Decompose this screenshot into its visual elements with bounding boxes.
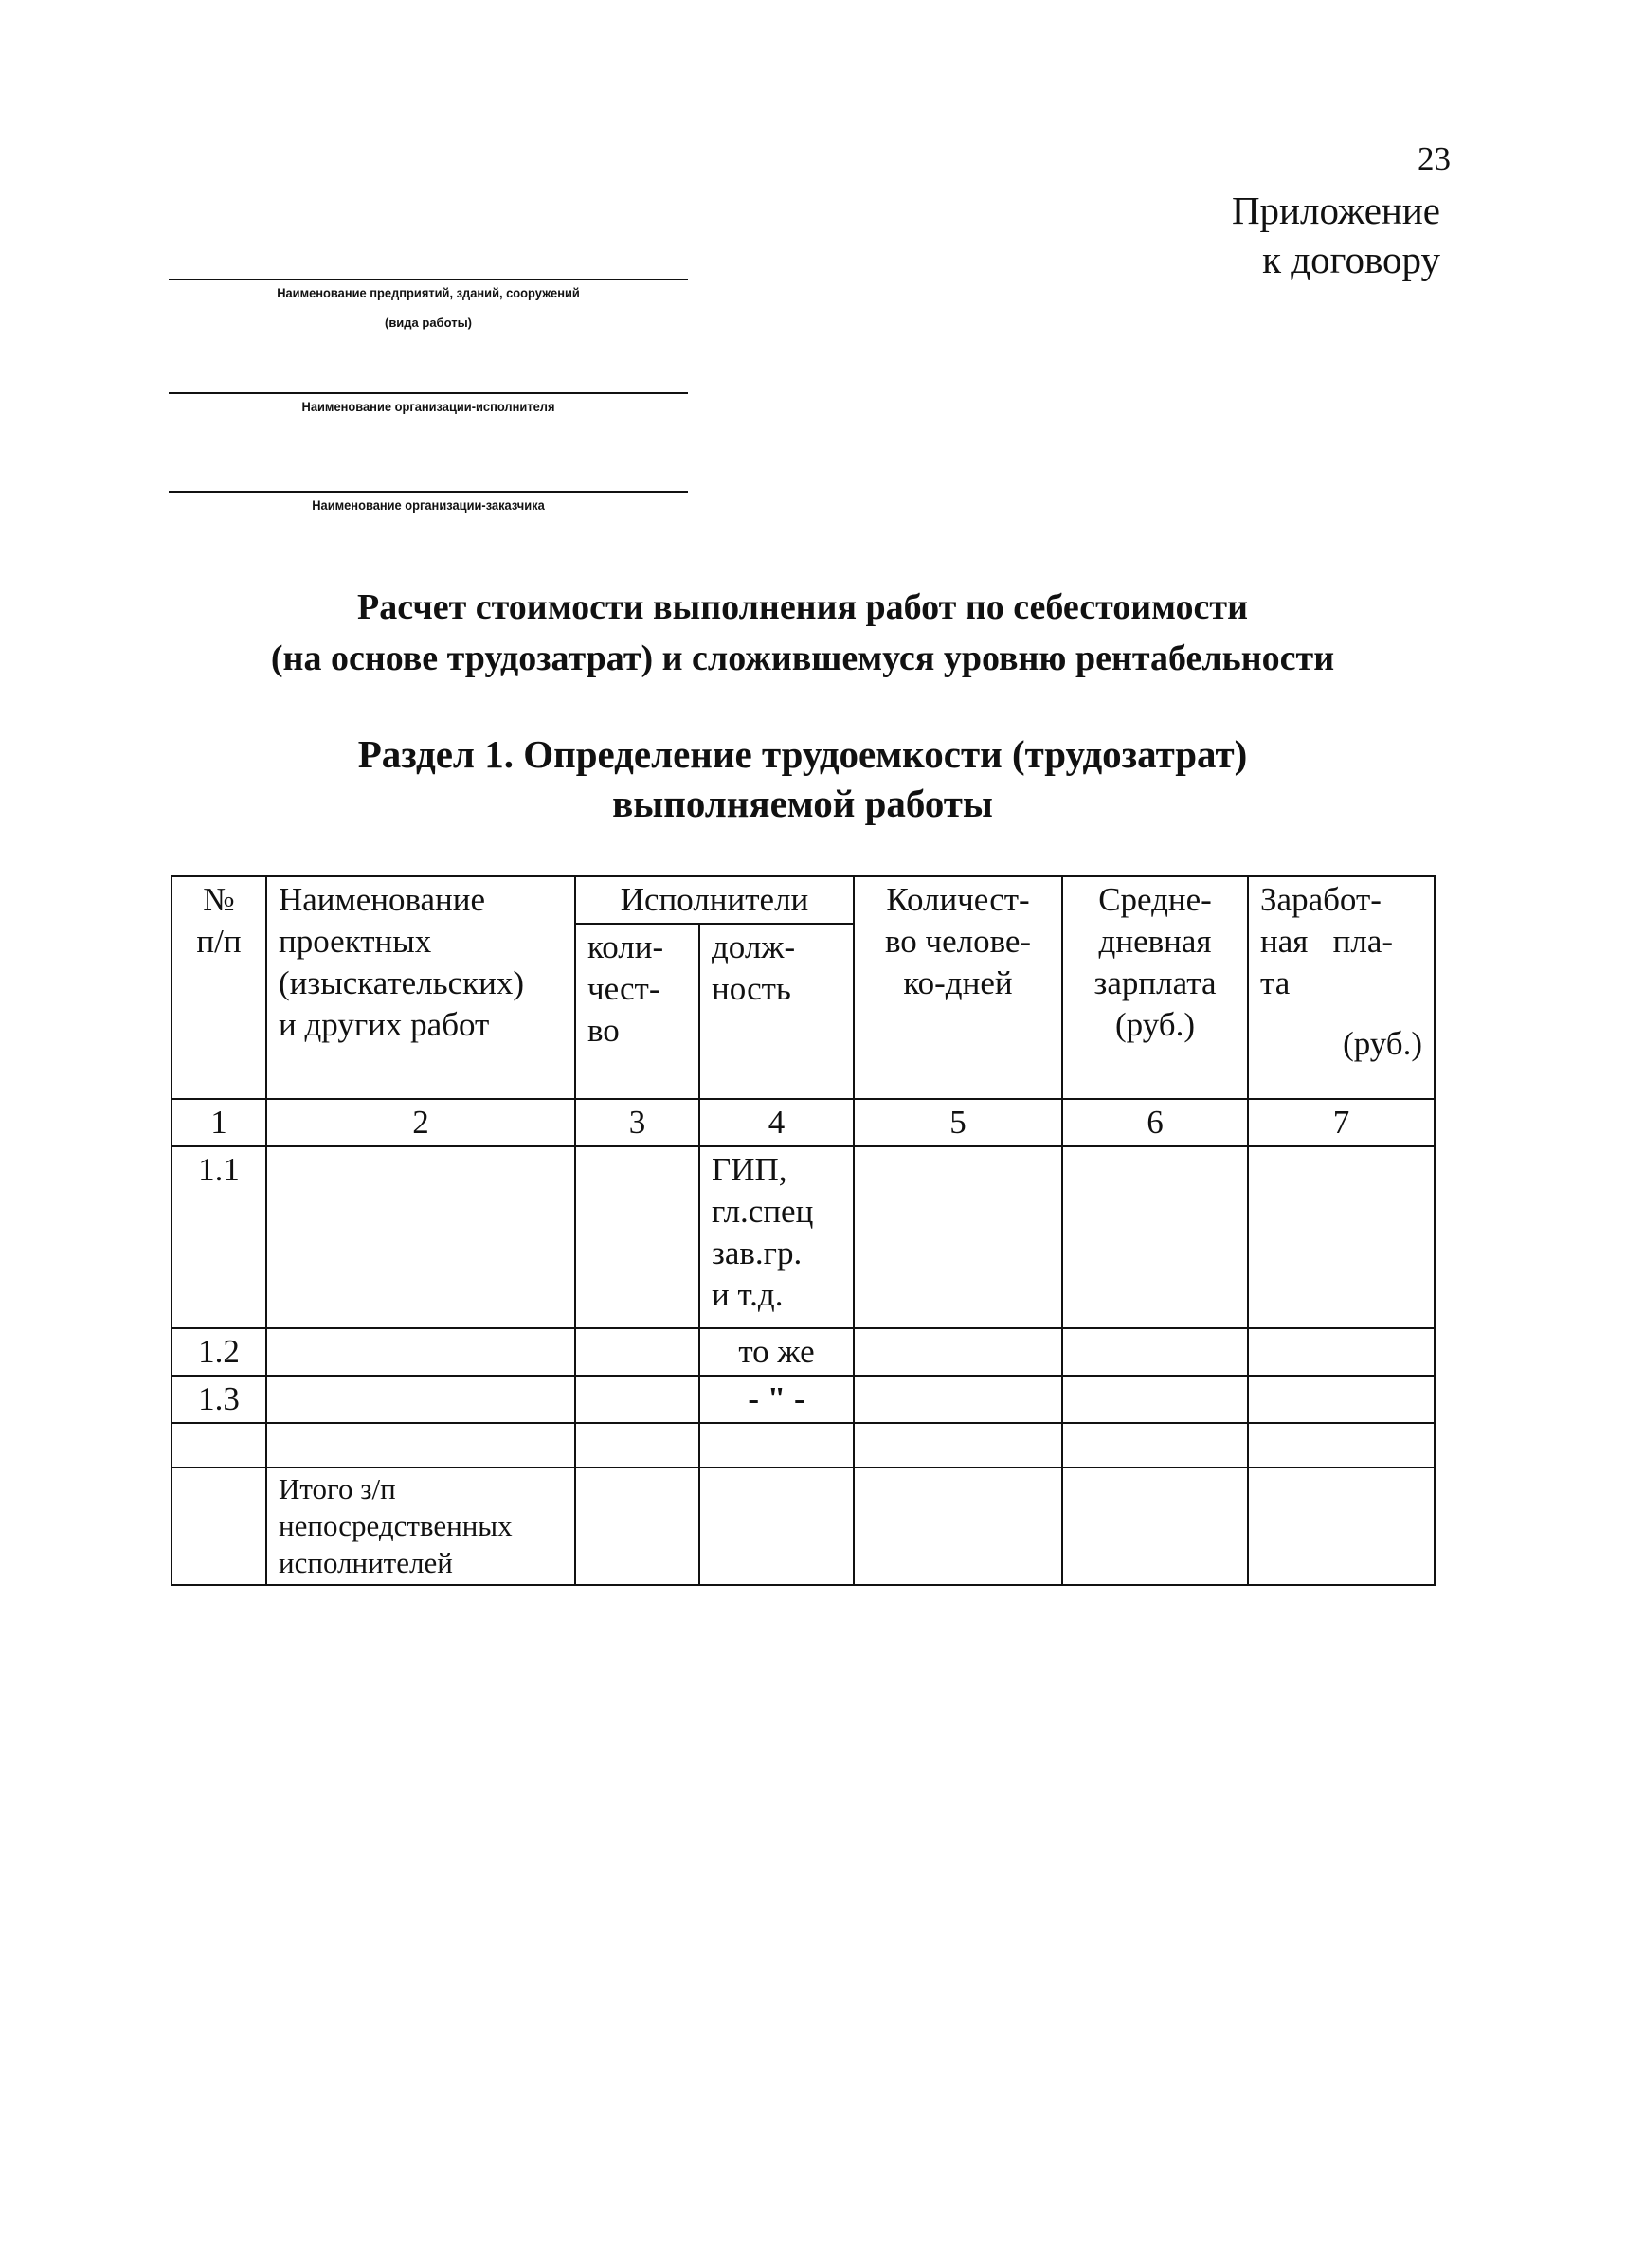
- blank-line: [169, 491, 688, 493]
- blank-caption: Наименование организации-заказчика: [312, 497, 545, 513]
- cell-avg: [1062, 1146, 1248, 1328]
- cell-avg: [1062, 1376, 1248, 1423]
- cell-salary: [1248, 1376, 1435, 1423]
- table-row: [172, 1328, 1435, 1376]
- cell-qty: [575, 1328, 699, 1376]
- table-row: [172, 1146, 1435, 1328]
- blank-line: [169, 392, 688, 394]
- header-days: Количест- во челове- ко-дней: [854, 876, 1062, 1099]
- section-line-1: Раздел 1. Определение трудоемкости (трудозатрат): [357, 732, 1248, 776]
- row-num: 1.3: [172, 1376, 266, 1423]
- cell-days: [854, 1328, 1062, 1376]
- cell-name: [266, 1146, 575, 1328]
- header-performers: Исполнители: [575, 876, 854, 924]
- blank-caption: Наименование предприятий, зданий, сооружений: [277, 285, 580, 300]
- total-label: Итого з/п непосредственных исполнителей: [266, 1467, 575, 1585]
- header-salary: Заработ- ная пла- та (руб.): [1248, 876, 1435, 1099]
- col-number: 4: [699, 1099, 854, 1146]
- title-line-2: (на основе трудозатрат) и сложившемуся уровню рентабельности: [270, 639, 1335, 678]
- table-row: [172, 1376, 1435, 1423]
- col-number: 6: [1062, 1099, 1248, 1146]
- page-number: 23: [1418, 140, 1451, 177]
- appendix-line-1: Приложение: [1231, 189, 1440, 232]
- section-heading: [169, 729, 1436, 828]
- title-line-1: Расчет стоимости выполнения работ по себестоимости: [357, 587, 1248, 627]
- cell-days: [854, 1376, 1062, 1423]
- cell-name: [266, 1328, 575, 1376]
- blank-caption-sub: (вида работы): [384, 315, 473, 330]
- col-number: 3: [575, 1099, 699, 1146]
- cell-position: то же: [699, 1328, 854, 1376]
- cell-salary: [1248, 1328, 1435, 1376]
- table-row-empty: [172, 1423, 1435, 1467]
- blank-customer: [169, 491, 688, 513]
- cell-qty: [575, 1376, 699, 1423]
- col-number: 7: [1248, 1099, 1435, 1146]
- row-num: 1.1: [172, 1146, 266, 1328]
- header-row: [172, 876, 1435, 924]
- column-number-row: [172, 1099, 1435, 1146]
- col-number: 2: [266, 1099, 575, 1146]
- section-line-2: выполняемой работы: [612, 782, 993, 825]
- row-num: 1.2: [172, 1328, 266, 1376]
- cell-days: [854, 1146, 1062, 1328]
- cell-qty: [575, 1146, 699, 1328]
- cell-name: [266, 1376, 575, 1423]
- document-title: [169, 582, 1436, 684]
- blank-caption: Наименование организации-исполнителя: [301, 399, 555, 414]
- labor-table: [171, 875, 1436, 1586]
- appendix-line-2: к договору: [1262, 238, 1440, 281]
- header-avg-salary: Средне- дневная зарплата (руб.): [1062, 876, 1248, 1099]
- cell-avg: [1062, 1328, 1248, 1376]
- col-number: 1: [172, 1099, 266, 1146]
- cell-salary: [1248, 1146, 1435, 1328]
- blank-enterprise: [169, 279, 688, 332]
- cell-position: - " -: [699, 1376, 854, 1423]
- blank-contractor: [169, 392, 688, 415]
- blank-line: [169, 279, 688, 280]
- total-row: [172, 1467, 1435, 1585]
- header-qty: коли- чест- во: [575, 924, 699, 1099]
- cell-position: ГИП, гл.спец зав.гр. и т.д.: [699, 1146, 854, 1328]
- header-num: № п/п: [172, 876, 266, 1099]
- appendix-label: [1165, 186, 1440, 284]
- header-name: Наименование проектных (изыскательских) и других работ: [266, 876, 575, 1099]
- col-number: 5: [854, 1099, 1062, 1146]
- header-position: долж- ность: [699, 924, 854, 1099]
